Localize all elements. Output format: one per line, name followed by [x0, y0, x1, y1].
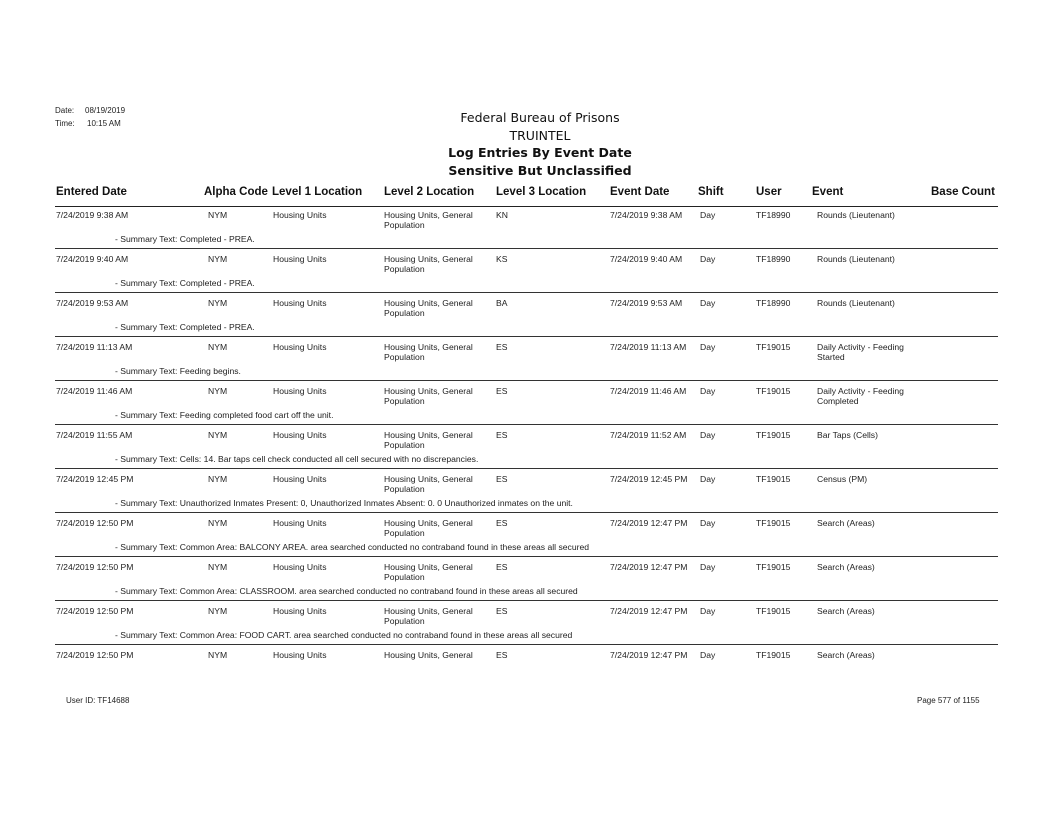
report-title-block: [390, 109, 690, 179]
cell-level1-location: Housing Units: [273, 210, 327, 220]
cell-level2-location: Housing Units, General Population: [384, 298, 473, 318]
cell-alpha-code: NYM: [208, 518, 228, 528]
agency-name: Federal Bureau of Prisons: [460, 110, 620, 125]
cell-level2-location: Housing Units, General Population: [384, 518, 473, 538]
cell-shift: Day: [700, 650, 716, 660]
cell-event-date: 7/24/2019 12:47 PM: [610, 606, 688, 616]
table-row: [0, 606, 1000, 650]
cell-event: Daily Activity - Feeding Started: [817, 342, 904, 362]
summary-text: - Summary Text: Common Area: CLASSROOM. area searched conducted no contraband found in these areas all secured: [115, 586, 578, 596]
col-user: User: [756, 186, 782, 198]
cell-level2-location: Housing Units, General Population: [384, 430, 473, 450]
cell-level2-location: Housing Units, General: [384, 650, 473, 660]
date-value: 08/19/2019: [85, 106, 126, 115]
cell-entered-date: 7/24/2019 12:50 PM: [56, 606, 134, 616]
cell-event-date: 7/24/2019 12:47 PM: [610, 518, 688, 528]
cell-level2-location: Housing Units, General Population: [384, 562, 473, 582]
summary-text: - Summary Text: Completed - PREA.: [115, 234, 255, 244]
cell-entered-date: 7/24/2019 11:55 AM: [56, 430, 133, 440]
cell-level1-location: Housing Units: [273, 606, 327, 616]
table-row: [0, 562, 1000, 606]
cell-user: TF19015: [756, 474, 791, 484]
cell-level3-location: ES: [496, 474, 508, 484]
cell-shift: Day: [700, 210, 716, 220]
cell-level2-location: Housing Units, General Population: [384, 342, 473, 362]
cell-event: Rounds (Lieutenant): [817, 254, 895, 264]
time-label: Time:: [55, 119, 75, 128]
cell-alpha-code: NYM: [208, 606, 228, 616]
col-entered-date: Entered Date: [56, 186, 127, 198]
table-row: [0, 474, 1000, 518]
cell-event: Daily Activity - Feeding Completed: [817, 386, 904, 406]
cell-alpha-code: NYM: [208, 254, 228, 264]
cell-alpha-code: NYM: [208, 474, 228, 484]
table-row: [0, 254, 1000, 298]
col-level1-location: Level 1 Location: [272, 186, 363, 198]
cell-level1-location: Housing Units: [273, 562, 327, 572]
cell-event: Rounds (Lieutenant): [817, 298, 895, 308]
cell-user: TF19015: [756, 606, 791, 616]
cell-shift: Day: [700, 298, 716, 308]
table-row: [0, 342, 1000, 386]
cell-user: TF19015: [756, 650, 791, 660]
cell-level1-location: Housing Units: [273, 430, 327, 440]
col-level3-location: Level 3 Location: [496, 186, 587, 198]
table-row: [0, 430, 1000, 474]
cell-alpha-code: NYM: [208, 210, 228, 220]
row-divider: [55, 468, 998, 469]
row-divider: [55, 512, 998, 513]
cell-shift: Day: [700, 342, 716, 352]
cell-user: TF19015: [756, 386, 791, 396]
cell-shift: Day: [700, 386, 716, 396]
cell-event-date: 7/24/2019 11:46 AM: [610, 386, 687, 396]
cell-event-date: 7/24/2019 9:53 AM: [610, 298, 683, 308]
cell-level1-location: Housing Units: [273, 298, 327, 308]
cell-level3-location: BA: [496, 298, 508, 308]
cell-alpha-code: NYM: [208, 430, 228, 440]
cell-event-date: 7/24/2019 9:38 AM: [610, 210, 683, 220]
cell-entered-date: 7/24/2019 12:50 PM: [56, 518, 134, 528]
cell-alpha-code: NYM: [208, 298, 228, 308]
row-divider: [55, 424, 998, 425]
cell-entered-date: 7/24/2019 11:13 AM: [56, 342, 133, 352]
summary-text: - Summary Text: Common Area: BALCONY AREA. area searched conducted no contraband found in these areas all secured: [115, 542, 590, 552]
cell-entered-date: 7/24/2019 12:50 PM: [56, 650, 134, 660]
cell-level3-location: ES: [496, 650, 508, 660]
cell-event: Census (PM): [817, 474, 868, 484]
footer-page-number: Page 577 of 1155: [917, 696, 980, 705]
row-divider: [55, 556, 998, 557]
cell-event-date: 7/24/2019 11:52 AM: [610, 430, 687, 440]
col-base-count: Base Count: [931, 186, 995, 198]
cell-entered-date: 7/24/2019 12:50 PM: [56, 562, 134, 572]
cell-level1-location: Housing Units: [273, 254, 327, 264]
cell-user: TF18990: [756, 254, 791, 264]
cell-user: TF19015: [756, 342, 791, 352]
row-divider: [55, 644, 998, 645]
cell-level3-location: ES: [496, 342, 508, 352]
report-title: Log Entries By Event Date: [448, 145, 632, 160]
classification-label: Sensitive But Unclassified: [448, 162, 632, 178]
cell-alpha-code: NYM: [208, 342, 228, 352]
footer-user-id: User ID: TF14688: [66, 696, 130, 705]
header-divider: [55, 206, 998, 207]
row-divider: [55, 292, 998, 293]
cell-level1-location: Housing Units: [273, 386, 327, 396]
col-alpha-code: Alpha Code: [204, 186, 268, 198]
summary-text: - Summary Text: Completed - PREA.: [115, 322, 255, 332]
summary-text: - Summary Text: Unauthorized Inmates Present: 0, Unauthorized Inmates Absent: 0. 0 Unauthorized inmates on the unit.: [115, 498, 573, 508]
time-value: 10:15 AM: [87, 119, 121, 128]
cell-event-date: 7/24/2019 9:40 AM: [610, 254, 683, 264]
summary-text: - Summary Text: Feeding completed food cart off the unit.: [115, 410, 334, 420]
cell-entered-date: 7/24/2019 9:53 AM: [56, 298, 129, 308]
summary-text: - Summary Text: Feeding begins.: [115, 366, 241, 376]
cell-shift: Day: [700, 562, 716, 572]
date-label: Date:: [55, 106, 75, 115]
cell-user: TF19015: [756, 562, 791, 572]
col-shift: Shift: [698, 186, 724, 198]
cell-level2-location: Housing Units, General Population: [384, 386, 473, 406]
cell-level3-location: ES: [496, 606, 508, 616]
cell-level2-location: Housing Units, General Population: [384, 474, 473, 494]
cell-shift: Day: [700, 518, 716, 528]
table-row: [0, 650, 1000, 694]
col-event: Event: [812, 186, 844, 198]
cell-event: Rounds (Lieutenant): [817, 210, 895, 220]
row-divider: [55, 600, 998, 601]
cell-level3-location: ES: [496, 562, 508, 572]
cell-user: TF18990: [756, 210, 791, 220]
cell-level2-location: Housing Units, General Population: [384, 210, 473, 230]
row-divider: [55, 248, 998, 249]
col-event-date: Event Date: [610, 186, 670, 198]
cell-entered-date: 7/24/2019 9:38 AM: [56, 210, 129, 220]
cell-user: TF19015: [756, 518, 791, 528]
cell-entered-date: 7/24/2019 12:45 PM: [56, 474, 134, 484]
cell-level1-location: Housing Units: [273, 474, 327, 484]
cell-user: TF18990: [756, 298, 791, 308]
summary-text: - Summary Text: Common Area: FOOD CART. area searched conducted no contraband found in these areas all secured: [115, 630, 573, 640]
cell-entered-date: 7/24/2019 11:46 AM: [56, 386, 133, 396]
report-date: [55, 106, 125, 115]
cell-alpha-code: NYM: [208, 386, 228, 396]
cell-level2-location: Housing Units, General Population: [384, 254, 473, 274]
cell-level3-location: ES: [496, 386, 508, 396]
cell-level1-location: Housing Units: [273, 518, 327, 528]
cell-event: Search (Areas): [817, 562, 875, 572]
cell-entered-date: 7/24/2019 9:40 AM: [56, 254, 129, 264]
summary-text: - Summary Text: Completed - PREA.: [115, 278, 255, 288]
row-divider: [55, 380, 998, 381]
system-name: TRUINTEL: [509, 127, 571, 143]
cell-shift: Day: [700, 430, 716, 440]
cell-event-date: 7/24/2019 12:45 PM: [610, 474, 688, 484]
cell-event: Search (Areas): [817, 650, 875, 660]
cell-user: TF19015: [756, 430, 791, 440]
cell-event-date: 7/24/2019 11:13 AM: [610, 342, 687, 352]
cell-alpha-code: NYM: [208, 650, 228, 660]
row-divider: [55, 336, 998, 337]
table-row: [0, 210, 1000, 254]
cell-level1-location: Housing Units: [273, 342, 327, 352]
table-row: [0, 518, 1000, 562]
table-row: [0, 386, 1000, 430]
cell-level2-location: Housing Units, General Population: [384, 606, 473, 626]
col-level2-location: Level 2 Location: [384, 186, 475, 198]
table-header: [0, 186, 1000, 206]
summary-text: - Summary Text: Cells: 14. Bar taps cell check conducted all cell secured with no discrepancies.: [115, 454, 479, 464]
cell-shift: Day: [700, 474, 716, 484]
report-time: [55, 119, 121, 128]
cell-level3-location: ES: [496, 518, 508, 528]
cell-event-date: 7/24/2019 12:47 PM: [610, 562, 688, 572]
cell-alpha-code: NYM: [208, 562, 228, 572]
cell-event: Search (Areas): [817, 606, 875, 616]
cell-level3-location: KN: [496, 210, 508, 220]
cell-level3-location: ES: [496, 430, 508, 440]
cell-shift: Day: [700, 254, 716, 264]
table-row: [0, 298, 1000, 342]
cell-event: Search (Areas): [817, 518, 875, 528]
cell-level1-location: Housing Units: [273, 650, 327, 660]
cell-level3-location: KS: [496, 254, 508, 264]
cell-event: Bar Taps (Cells): [817, 430, 878, 440]
cell-shift: Day: [700, 606, 716, 616]
cell-event-date: 7/24/2019 12:47 PM: [610, 650, 688, 660]
